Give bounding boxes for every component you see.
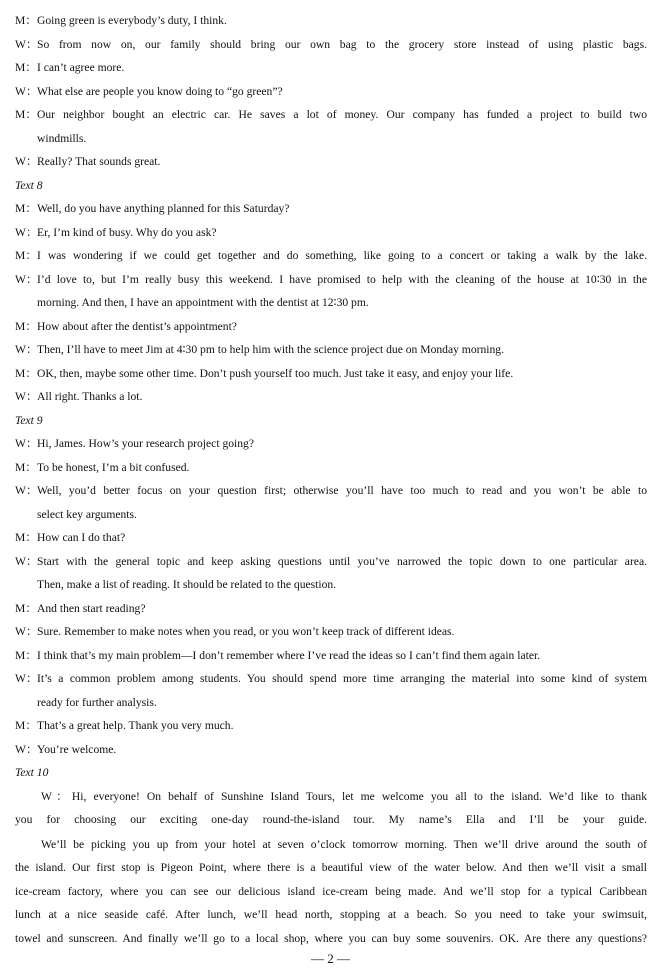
- dialog-text: I think that’s my main problem—I don’t remember where I’ve read the ideas so I can’t find them again later.: [37, 649, 541, 662]
- dialog-line: [15, 108, 647, 122]
- paragraph-line: you for choosing our exciting one-day round-the-island tour. My name’s Ella and I’ll be your guide.: [15, 813, 647, 826]
- speaker-label: M：: [15, 202, 37, 215]
- dialog-text: Then, I’ll have to meet Jim at 4∶30 pm to help him with the science project due on Monday morning.: [37, 343, 504, 356]
- dialog-text: Really? That sounds great.: [37, 155, 161, 168]
- dialog-text: You’re welcome.: [37, 743, 117, 756]
- speaker-label: W：: [15, 38, 38, 51]
- dialog-continuation: windmills.: [37, 132, 87, 145]
- speaker-label: M：: [15, 531, 37, 544]
- dialog-line: [15, 672, 647, 686]
- speaker-label: W：: [15, 484, 38, 497]
- speaker-label: W：: [15, 555, 38, 568]
- dialog-continuation: select key arguments.: [37, 508, 137, 521]
- dialog-continuation: Then, make a list of reading. It should be related to the question.: [37, 578, 337, 591]
- paragraph-line: towel and sunscreen. And finally we’ll go to a local shop, where you can buy some souvenirs. OK. Are there any questions?: [15, 932, 647, 945]
- dialog-text: That’s a great help. Thank you very much.: [37, 719, 234, 732]
- dialog-line: [15, 602, 647, 616]
- dialog-text: Sure. Remember to make notes when you read, or you won’t keep track of different ideas.: [37, 625, 455, 638]
- speaker-label: M：: [15, 602, 37, 615]
- dialog-line: [15, 38, 647, 52]
- dialog-line: [15, 61, 647, 75]
- speaker-label: W：: [15, 155, 38, 168]
- dialog-text: To be honest, I’m a bit confused.: [37, 461, 190, 474]
- dialog-line: [15, 390, 647, 404]
- speaker-label: W：: [15, 390, 38, 403]
- dialog-line: [15, 649, 647, 663]
- section-heading: Text 10: [15, 766, 49, 779]
- dialog-line: [15, 743, 647, 757]
- dialog-line: [15, 461, 647, 475]
- dialog-line: [15, 343, 647, 357]
- speaker-label: M：: [15, 461, 37, 474]
- speaker-label: M：: [15, 320, 37, 333]
- speaker-label: W：: [15, 625, 38, 638]
- dialog-line: [15, 155, 647, 169]
- dialog-text: Well, you’d better focus on your question first; otherwise you’ll have too much to read and you won’t be able to: [37, 484, 647, 497]
- dialog-text: How can I do that?: [37, 531, 126, 544]
- dialog-text: Well, do you have anything planned for this Saturday?: [37, 202, 290, 215]
- dialog-line: [15, 14, 647, 28]
- dialog-text: Our neighbor bought an electric car. He saves a lot of money. Our company has funded a project to build two: [37, 108, 647, 121]
- dialog-line: [15, 249, 647, 263]
- dialog-text: I can’t agree more.: [37, 61, 125, 74]
- paragraph-line: W：Hi, everyone! On behalf of Sunshine Island Tours, let me welcome you all to the island. We’d like to thank: [41, 790, 647, 803]
- dialog-line: [15, 437, 647, 451]
- dialog-line: [15, 202, 647, 216]
- dialog-text: I’d love to, but I’m really busy this weekend. I have promised to help with the cleaning of the house at 10∶30 in the: [37, 273, 647, 286]
- dialog-text: So from now on, our family should bring our own bag to the grocery store instead of using plastic bags.: [37, 38, 647, 51]
- dialog-text: Hi, James. How’s your research project going?: [37, 437, 254, 450]
- speaker-label: M：: [15, 367, 37, 380]
- section-heading: Text 8: [15, 179, 43, 192]
- speaker-label: W：: [15, 743, 38, 756]
- dialog-line: [15, 226, 647, 240]
- speaker-label: M：: [15, 14, 37, 27]
- dialog-text: Going green is everybody’s duty, I think.: [37, 14, 227, 27]
- dialog-line: [15, 531, 647, 545]
- speaker-label: M：: [15, 649, 37, 662]
- paragraph-line: We’ll be picking you up from your hotel at seven o’clock tomorrow morning. Then we’ll drive around the south of: [41, 838, 647, 851]
- paragraph-line: ice-cream factory, where you can see our delicious island ice-cream being made. And we’ll stop for a typical Caribbean: [15, 885, 647, 898]
- dialog-text: And then start reading?: [37, 602, 146, 615]
- speaker-label: M：: [15, 108, 37, 121]
- dialog-text: It’s a common problem among students. You should spend more time arranging the material into some kind of system: [37, 672, 647, 685]
- dialog-line: [15, 555, 647, 569]
- dialog-text: All right. Thanks a lot.: [37, 390, 143, 403]
- paragraph-line: the island. Our first stop is Pigeon Point, where there is a beautiful view of the water below. And then we’ll visit a small: [15, 861, 647, 874]
- dialog-line: [15, 273, 647, 287]
- dialog-line: [15, 320, 647, 334]
- speaker-label: M：: [15, 249, 37, 262]
- speaker-label: W：: [15, 226, 38, 239]
- dialog-text: Start with the general topic and keep asking questions until you’ve narrowed the topic down to one particular area.: [37, 555, 647, 568]
- dialog-line: [15, 719, 647, 733]
- dialog-text: Er, I’m kind of busy. Why do you ask?: [37, 226, 217, 239]
- speaker-label: M：: [15, 719, 37, 732]
- paragraph-line: lunch at a nice seaside café. After lunch, we’ll head north, stopping at a beach. So you need to take your swimsuit,: [15, 908, 647, 921]
- speaker-label: W：: [15, 273, 38, 286]
- section-heading: Text 9: [15, 414, 43, 427]
- dialog-continuation: ready for further analysis.: [37, 696, 157, 709]
- dialog-text: OK, then, maybe some other time. Don’t push yourself too much. Just take it easy, and enjoy your life.: [37, 367, 514, 380]
- dialog-line: [15, 85, 647, 99]
- dialog-text: How about after the dentist’s appointment?: [37, 320, 237, 333]
- dialog-text: I was wondering if we could get together and do something, like going to a concert or taking a walk by the lake.: [37, 249, 647, 262]
- speaker-label: W：: [15, 85, 38, 98]
- speaker-label: W：: [15, 672, 38, 685]
- speaker-label: M：: [15, 61, 37, 74]
- dialog-line: [15, 625, 647, 639]
- dialog-continuation: morning. And then, I have an appointment with the dentist at 12∶30 pm.: [37, 296, 369, 309]
- page-number: — 2 —: [311, 951, 350, 966]
- speaker-label: W：: [15, 343, 38, 356]
- dialog-text: What else are people you know doing to “go green”?: [37, 85, 283, 98]
- dialog-line: [15, 367, 647, 381]
- dialog-line: [15, 484, 647, 498]
- speaker-label: W：: [15, 437, 38, 450]
